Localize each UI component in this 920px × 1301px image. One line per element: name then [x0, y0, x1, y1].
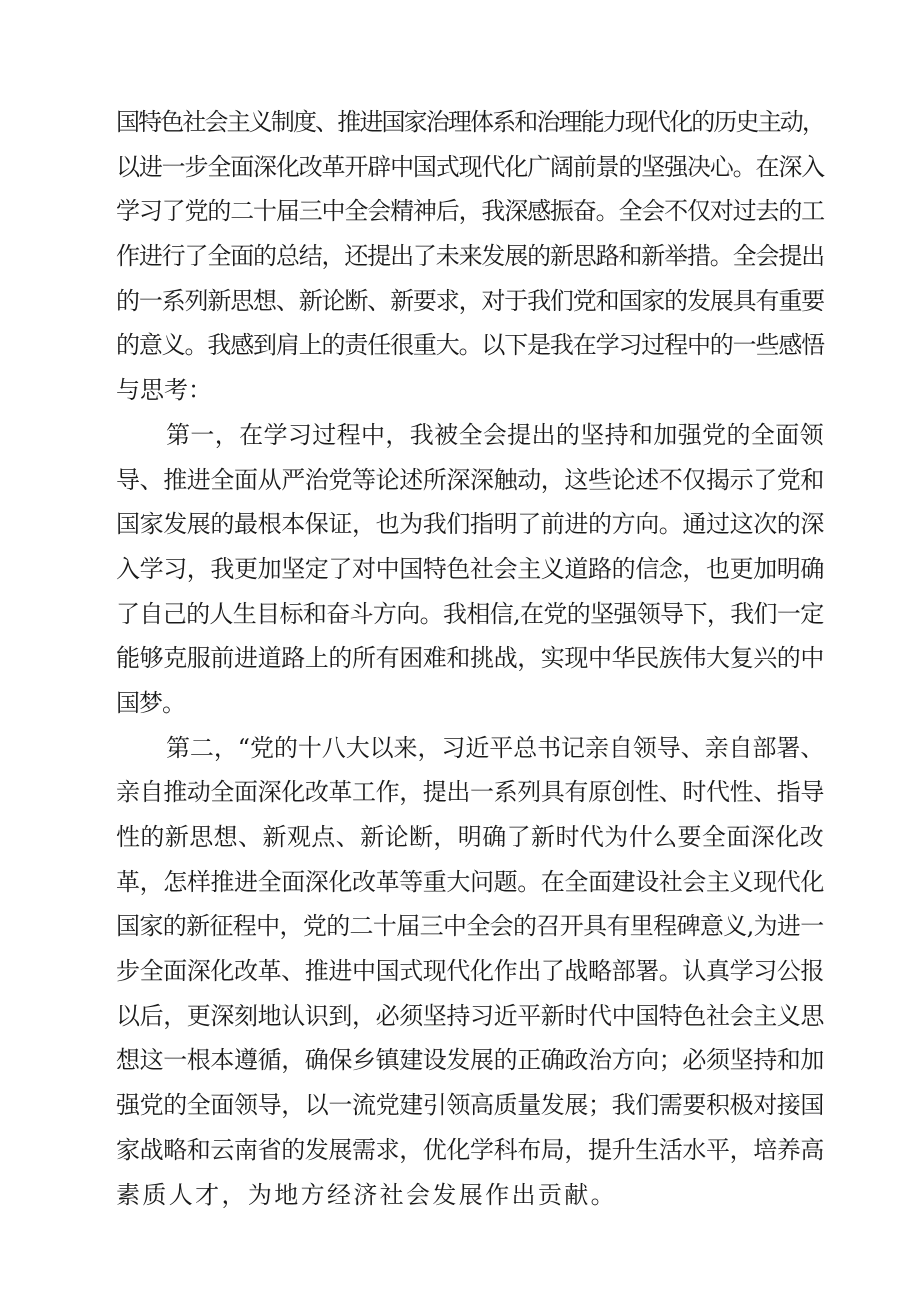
text-line: 革，怎样推进全面深化改革等重大问题。在全面建设社会主义现代化: [116, 867, 824, 896]
text-line: 亲自推动全面深化改革工作，提出一系列具有原创性、时代性、指导: [116, 778, 824, 807]
text-line: 素质人才，为地方经济社会发展作出贡献。: [116, 1180, 617, 1209]
text-line: 国梦。: [116, 688, 185, 717]
text-line: 能够克服前进道路上的所有困难和挑战，实现中华民族伟大复兴的中: [116, 644, 824, 673]
text-line: 以进一步全面深化改革开辟中国式现代化广阔前景的坚强决心。在深入: [116, 152, 824, 181]
text-line: 与思考：: [116, 376, 212, 405]
text-line: 第二，“党的十八大以来，习近平总书记亲自领导、亲自部署、: [166, 733, 825, 762]
text-line: 第一，在学习过程中，我被全会提出的坚持和加强党的全面领: [166, 420, 824, 449]
text-line: 国家发展的最根本保证，也为我们指明了前进的方向。通过这次的深: [116, 510, 824, 539]
text-line: 作进行了全面的总结，还提出了未来发展的新思路和新举措。全会提出: [116, 242, 824, 271]
text-line: 学习了党的二十届三中全会精神后，我深感振奋。全会不仅对过去的工: [116, 197, 824, 226]
paragraph: [116, 726, 836, 1218]
paragraph: [116, 100, 836, 413]
text-line: 家战略和云南省的发展需求，优化学科布局，提升生活水平，培养高: [116, 1135, 824, 1164]
text-line: 的意义。我感到肩上的责任很重大。以下是我在学习过程中的一些感悟: [116, 331, 824, 360]
text-line: 想这一根本遵循，确保乡镇建设发展的正确政治方向；必须坚持和加: [116, 1046, 824, 1075]
paragraph: [116, 413, 836, 726]
text-line: 强党的全面领导，以一流党建引领高质量发展；我们需要积极对接国: [116, 1091, 824, 1120]
text-line: 了自己的人生目标和奋斗方向。我相信,在党的坚强领导下，我们一定: [116, 599, 824, 628]
document-body: [116, 100, 836, 1217]
text-line: 以后，更深刻地认识到，必须坚持习近平新时代中国特色社会主义思: [116, 1001, 824, 1030]
text-line: 性的新思想、新观点、新论断，明确了新时代为什么要全面深化改: [116, 823, 824, 851]
text-line: 国特色社会主义制度、推进国家治理体系和治理能力现代化的历史主动，: [116, 108, 824, 136]
text-line: 国家的新征程中，党的二十届三中全会的召开具有里程碑意义,为进一: [116, 912, 824, 941]
text-line: 步全面深化改革、推进中国式现代化作出了战略部署。认真学习公报: [116, 957, 824, 986]
text-line: 入学习，我更加坚定了对中国特色社会主义道路的信念，也更加明确: [116, 554, 824, 583]
text-line: 的一系列新思想、新论断、新要求，对于我们党和国家的发展具有重要: [116, 286, 824, 315]
text-line: 导、推进全面从严治党等论述所深深触动，这些论述不仅揭示了党和: [116, 465, 824, 494]
